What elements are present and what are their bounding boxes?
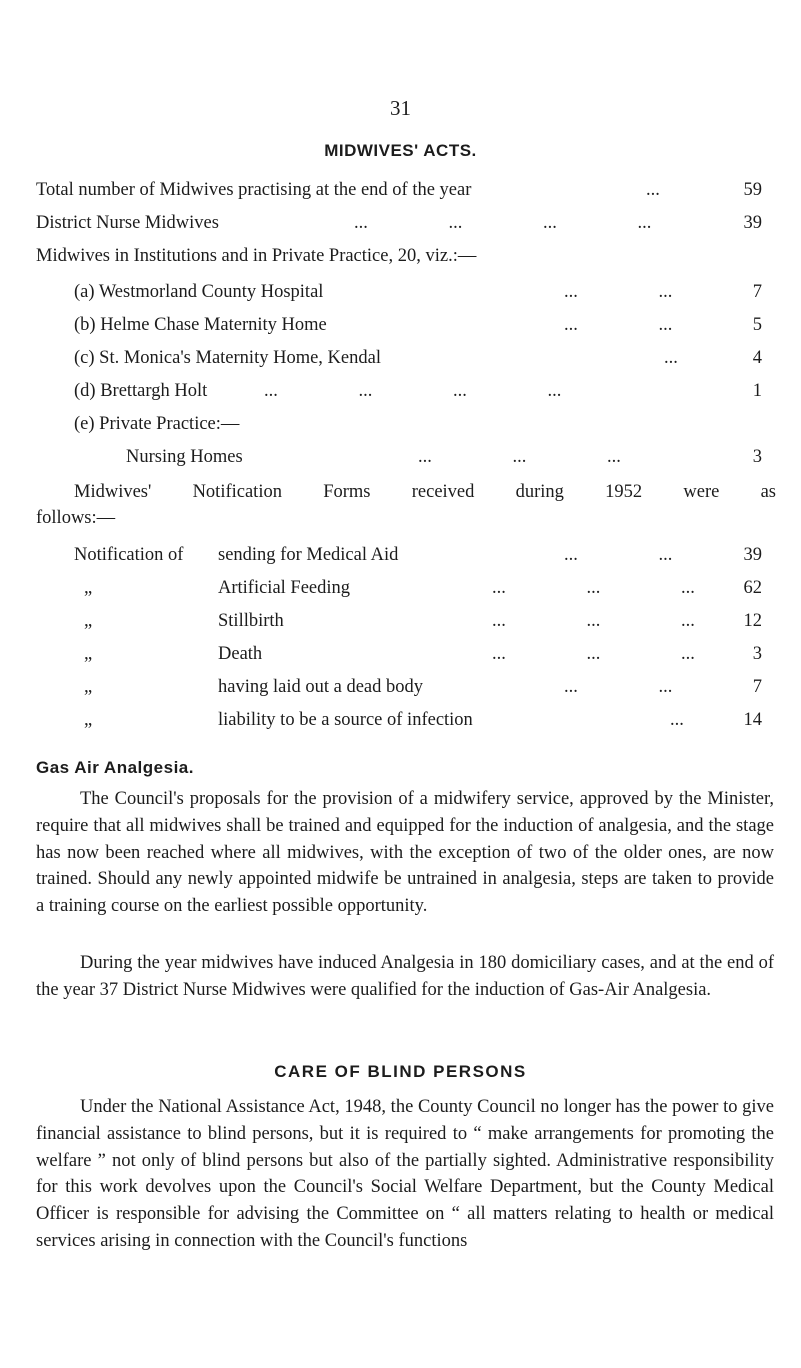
row-label: (d) Brettargh Holt [74, 381, 208, 401]
page-number: 31 [390, 96, 411, 120]
gas-air-paragraph-1 [36, 786, 774, 920]
row-value: 7 [752, 282, 762, 302]
leader-dots: ... [664, 348, 678, 368]
row-value: 62 [743, 578, 762, 598]
row-label: Midwives in Institutions and in Private Practice, 20, viz.:— [36, 246, 477, 266]
row-label: liability to be a source of infection [218, 710, 473, 730]
row-value: 3 [752, 447, 762, 467]
leader-dots: ... ... ... ... [264, 381, 562, 401]
row-prefix: Notification of [74, 545, 184, 565]
midwives-heading: MIDWIVES' ACTS. [324, 141, 477, 160]
leader-dots: ... ... ... [492, 644, 695, 664]
leader-dots: ... ... ... [492, 578, 695, 598]
row-label: Death [218, 644, 263, 664]
row-value: 7 [752, 677, 762, 697]
row-value: 39 [743, 213, 762, 233]
leader-dots: ... ... [564, 545, 673, 565]
leader-dots: ... ... [564, 282, 673, 302]
row-prefix: „ [84, 611, 93, 631]
row-value: 14 [743, 710, 762, 730]
leader-dots: ... ... ... [492, 611, 695, 631]
row-label: follows:— [36, 508, 116, 528]
row-label: (a) Westmorland County Hospital [74, 282, 324, 302]
row-value: 4 [752, 348, 762, 368]
gas-air-paragraph-2 [36, 950, 774, 1004]
row-value: 12 [743, 611, 762, 631]
row-prefix: „ [84, 710, 93, 730]
row-value: 5 [752, 315, 762, 335]
row-label: Midwives' Notification Forms received during 1952 were as [74, 482, 776, 502]
row-label: District Nurse Midwives [36, 213, 219, 233]
gas-air-heading: Gas Air Analgesia. [36, 758, 194, 777]
row-label: (c) St. Monica's Maternity Home, Kendal [74, 348, 381, 368]
leader-dots: ... ... [564, 677, 673, 697]
row-label: having laid out a dead body [218, 677, 423, 697]
row-value: 39 [743, 545, 762, 565]
row-prefix: „ [84, 644, 93, 664]
leader-dots: ... ... ... ... [354, 213, 652, 233]
blind-paragraph-1 [36, 1094, 774, 1255]
row-label: (b) Helme Chase Maternity Home [74, 315, 327, 335]
row-label: (e) Private Practice:— [74, 414, 240, 434]
paragraph-text: During the year midwives have induced Analgesia in 180 domiciliary cases, and at the end of the year 37 District Nurse Midwives were qualified for the induction of Gas-Air Analgesia. [36, 953, 774, 1000]
paragraph-text: The Council's proposals for the provision of a midwifery service, approved by the Minister, require that all midwives shall be trained and equipped for the induction of analgesia, and the stage has now been reached where all midwives, with the exception of two of the older ones, are now trained. Should any newly appointed midwife be untrained in analgesia, steps are taken to provide a training course on the earliest possible opportunity. [36, 789, 774, 917]
blind-persons-heading: CARE OF BLIND PERSONS [274, 1062, 527, 1081]
row-value: 3 [752, 644, 762, 664]
leader-dots: ... ... [564, 315, 673, 335]
row-label: Nursing Homes [126, 447, 243, 467]
leader-dots: ... ... ... [418, 447, 621, 467]
paragraph-text: Under the National Assistance Act, 1948, the County Council no longer has the power to give financial assistance to blind persons, but it is required to “ make arrangements for promoting the welfare ” not only of blind persons but also of the partially sighted. Administrative responsibility for this work devolves upon the Council's Social Welfare Department, but the County Medical Officer is responsible for advising the Committee on “ all matters relating to health or medical services arising in connection with the Council's functions [36, 1097, 774, 1251]
row-label: sending for Medical Aid [218, 545, 399, 565]
row-prefix: „ [84, 677, 93, 697]
row-value: 59 [743, 180, 762, 200]
row-label: Stillbirth [218, 611, 284, 631]
leader-dots: ... [670, 710, 684, 730]
row-value: 1 [752, 381, 762, 401]
leader-dots: ... [646, 180, 660, 200]
row-prefix: „ [84, 578, 93, 598]
row-label: Total number of Midwives practising at the end of the year [36, 180, 472, 200]
row-label: Artificial Feeding [218, 578, 351, 598]
